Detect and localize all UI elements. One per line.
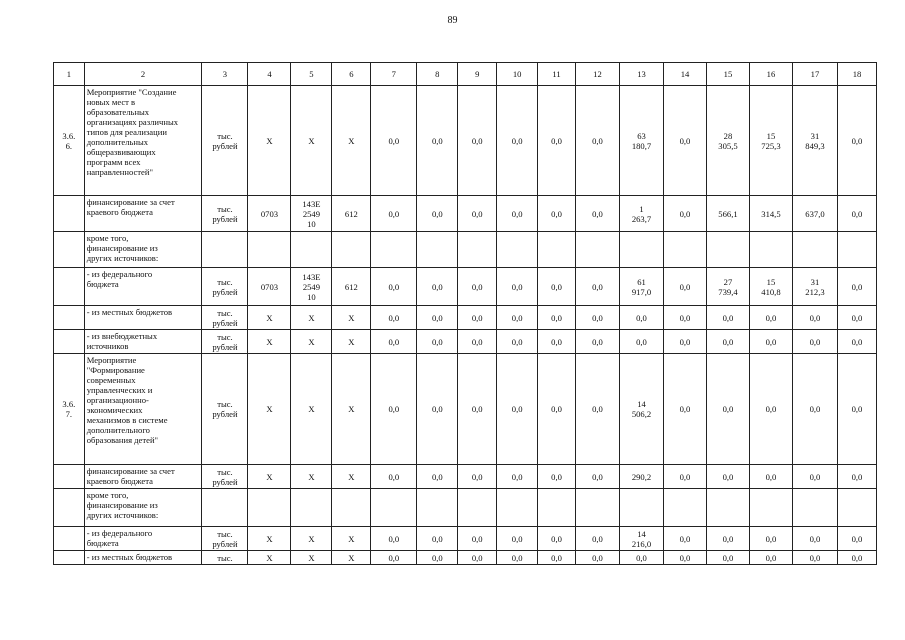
table-cell xyxy=(371,489,417,527)
table-cell xyxy=(792,232,837,268)
table-cell: 14 506,2 xyxy=(619,354,663,465)
table-cell: тыс. рублей xyxy=(202,465,248,489)
table-cell: 0,0 xyxy=(458,551,497,565)
column-header: 16 xyxy=(749,63,792,86)
table-cell: Х xyxy=(248,86,291,196)
table-cell: 0,0 xyxy=(417,196,458,232)
column-header: 15 xyxy=(706,63,749,86)
column-header: 12 xyxy=(575,63,619,86)
table-cell: Х xyxy=(248,330,291,354)
column-header: 14 xyxy=(664,63,707,86)
table-cell: 0,0 xyxy=(417,268,458,306)
table-cell: 0,0 xyxy=(417,354,458,465)
table-cell: 0,0 xyxy=(371,330,417,354)
table-cell: 0,0 xyxy=(664,354,707,465)
table-cell: 0,0 xyxy=(749,306,792,330)
table-row xyxy=(54,465,877,489)
table-cell: 31 212,3 xyxy=(792,268,837,306)
table-cell: 0,0 xyxy=(706,465,749,489)
table-cell xyxy=(332,489,371,527)
table-cell xyxy=(664,232,707,268)
table-cell: 0,0 xyxy=(664,268,707,306)
table-cell xyxy=(248,489,291,527)
table-cell xyxy=(706,232,749,268)
table-cell xyxy=(417,232,458,268)
table-cell: 637,0 xyxy=(792,196,837,232)
table-cell: 0,0 xyxy=(417,551,458,565)
table-cell: 0,0 xyxy=(371,551,417,565)
table-cell: 0,0 xyxy=(458,86,497,196)
table-cell xyxy=(619,232,663,268)
row-number-cell: 3.6. 6. xyxy=(54,86,85,196)
table-cell xyxy=(837,489,876,527)
column-header: 3 xyxy=(202,63,248,86)
table-cell xyxy=(202,489,248,527)
table-cell: 0,0 xyxy=(706,306,749,330)
table-cell xyxy=(291,232,332,268)
table-cell: 15 725,3 xyxy=(749,86,792,196)
table-cell: Х xyxy=(248,527,291,551)
table-cell xyxy=(575,232,619,268)
table-cell: 0,0 xyxy=(837,354,876,465)
table-cell: 0,0 xyxy=(371,465,417,489)
table-cell: 0,0 xyxy=(664,196,707,232)
table-cell: 0,0 xyxy=(458,306,497,330)
table-cell: 0,0 xyxy=(706,330,749,354)
table-cell: 0,0 xyxy=(497,527,538,551)
table-cell xyxy=(497,489,538,527)
table-cell xyxy=(619,489,663,527)
table-cell: 0,0 xyxy=(575,268,619,306)
column-header: 7 xyxy=(371,63,417,86)
table-cell: 612 xyxy=(332,268,371,306)
table-cell: 0,0 xyxy=(575,86,619,196)
row-name-cell: финансирование за счет краевого бюджета xyxy=(84,196,202,232)
table-cell: 0,0 xyxy=(371,354,417,465)
table-cell: тыс. рублей xyxy=(202,196,248,232)
row-number-cell xyxy=(54,268,85,306)
table-cell: Х xyxy=(291,527,332,551)
table-cell: 0,0 xyxy=(538,86,576,196)
table-cell: 0,0 xyxy=(837,196,876,232)
table-row xyxy=(54,354,877,465)
row-number-cell: 3.6. 7. xyxy=(54,354,85,465)
table-cell: 0,0 xyxy=(619,306,663,330)
table-cell: тыс. рублей xyxy=(202,527,248,551)
table-cell xyxy=(792,489,837,527)
table-cell: 0,0 xyxy=(619,551,663,565)
table-cell xyxy=(458,232,497,268)
table-cell: 0,0 xyxy=(749,354,792,465)
table-row xyxy=(54,232,877,268)
table-cell: 0,0 xyxy=(792,527,837,551)
column-header: 18 xyxy=(837,63,876,86)
table-cell xyxy=(202,232,248,268)
table-cell: 0,0 xyxy=(497,268,538,306)
table-cell: 0,0 xyxy=(458,354,497,465)
table-cell xyxy=(538,489,576,527)
table-cell: 0,0 xyxy=(792,465,837,489)
table-cell: 0,0 xyxy=(619,330,663,354)
table-cell: 0,0 xyxy=(497,196,538,232)
table-cell: 0,0 xyxy=(749,551,792,565)
table-cell: 566,1 xyxy=(706,196,749,232)
table-cell: Х xyxy=(248,465,291,489)
table-cell: 0,0 xyxy=(837,268,876,306)
table-cell xyxy=(458,489,497,527)
column-header: 9 xyxy=(458,63,497,86)
table-cell xyxy=(749,489,792,527)
table-cell: 143Е 2549 10 xyxy=(291,196,332,232)
column-header: 1 xyxy=(54,63,85,86)
table-cell: 0,0 xyxy=(664,465,707,489)
table-cell: 0,0 xyxy=(837,330,876,354)
table-cell: Х xyxy=(332,551,371,565)
table-cell: Х xyxy=(248,306,291,330)
table-cell: 314,5 xyxy=(749,196,792,232)
row-number-cell xyxy=(54,489,85,527)
table-cell: 0,0 xyxy=(837,527,876,551)
column-header: 8 xyxy=(417,63,458,86)
table-cell: 0,0 xyxy=(749,465,792,489)
table-cell: 0,0 xyxy=(575,465,619,489)
table-cell: Х xyxy=(291,86,332,196)
table-cell xyxy=(575,489,619,527)
table-cell: 0,0 xyxy=(538,465,576,489)
table-cell: 0,0 xyxy=(458,196,497,232)
table-cell: 15 410,8 xyxy=(749,268,792,306)
column-header: 10 xyxy=(497,63,538,86)
table-row xyxy=(54,196,877,232)
table-cell: 0,0 xyxy=(749,527,792,551)
table-cell: Х xyxy=(332,354,371,465)
row-name-cell: - из федерального бюджета xyxy=(84,268,202,306)
table-cell: 0,0 xyxy=(497,551,538,565)
table-cell: 0,0 xyxy=(538,306,576,330)
table-cell: Х xyxy=(332,330,371,354)
table-cell: Х xyxy=(332,527,371,551)
table-cell: 143Е 2549 10 xyxy=(291,268,332,306)
table-cell: 0,0 xyxy=(664,86,707,196)
table-cell: 27 739,4 xyxy=(706,268,749,306)
table-cell: 0,0 xyxy=(538,551,576,565)
table-cell: 0,0 xyxy=(575,196,619,232)
row-number-cell xyxy=(54,551,85,565)
table-cell: тыс. рублей xyxy=(202,354,248,465)
table-cell: 0,0 xyxy=(458,527,497,551)
table-cell: 0,0 xyxy=(575,306,619,330)
table-cell: Х xyxy=(248,354,291,465)
table-cell: 0,0 xyxy=(497,330,538,354)
table-cell: 0,0 xyxy=(538,354,576,465)
table-cell xyxy=(248,232,291,268)
table-cell: Х xyxy=(332,306,371,330)
table-cell: Х xyxy=(248,551,291,565)
table-cell xyxy=(664,489,707,527)
table-row xyxy=(54,551,877,565)
table-cell: 0,0 xyxy=(706,551,749,565)
table-cell: 63 180,7 xyxy=(619,86,663,196)
table-cell: 0,0 xyxy=(575,330,619,354)
table-cell: 0,0 xyxy=(371,268,417,306)
column-header: 17 xyxy=(792,63,837,86)
table-cell: 14 216,0 xyxy=(619,527,663,551)
table-cell: Х xyxy=(291,330,332,354)
table-row xyxy=(54,330,877,354)
table-cell: 0,0 xyxy=(417,86,458,196)
table-cell xyxy=(749,232,792,268)
table-cell: 0,0 xyxy=(497,354,538,465)
table-cell: Х xyxy=(332,465,371,489)
table-cell: тыс. рублей xyxy=(202,268,248,306)
header-row xyxy=(54,63,877,86)
table-row xyxy=(54,527,877,551)
table-row xyxy=(54,489,877,527)
table-cell: 0,0 xyxy=(371,306,417,330)
table-row xyxy=(54,268,877,306)
table-cell: 0,0 xyxy=(458,330,497,354)
table-cell: 0,0 xyxy=(417,465,458,489)
table-cell: 61 917,0 xyxy=(619,268,663,306)
table-cell xyxy=(497,232,538,268)
table-cell: 0,0 xyxy=(837,551,876,565)
table-row xyxy=(54,306,877,330)
table-cell: 0,0 xyxy=(749,330,792,354)
table-cell: 0,0 xyxy=(575,527,619,551)
row-number-cell xyxy=(54,465,85,489)
table-cell: Х xyxy=(291,306,332,330)
row-name-cell: - из внебюджетных источников xyxy=(84,330,202,354)
table-cell: Х xyxy=(332,86,371,196)
table-cell xyxy=(371,232,417,268)
table-cell: 0,0 xyxy=(371,196,417,232)
table-cell: 0,0 xyxy=(417,527,458,551)
table-cell: тыс. xyxy=(202,551,248,565)
table-cell xyxy=(332,232,371,268)
table-cell xyxy=(706,489,749,527)
column-header: 13 xyxy=(619,63,663,86)
row-name-cell: - из местных бюджетов xyxy=(84,551,202,565)
column-header: 4 xyxy=(248,63,291,86)
column-header: 6 xyxy=(332,63,371,86)
table-cell: 290,2 xyxy=(619,465,663,489)
row-number-cell xyxy=(54,330,85,354)
row-name-cell: - из федерального бюджета xyxy=(84,527,202,551)
table-cell xyxy=(291,489,332,527)
table-cell: 0,0 xyxy=(458,268,497,306)
table-cell xyxy=(417,489,458,527)
table-cell: 0,0 xyxy=(371,86,417,196)
table-cell: 0,0 xyxy=(458,465,497,489)
row-number-cell xyxy=(54,196,85,232)
table-cell: 0,0 xyxy=(538,330,576,354)
table-row xyxy=(54,86,877,196)
table-cell: 0,0 xyxy=(664,330,707,354)
row-name-cell: Мероприятие "Формирование современных управленческих и организационно- экономических механизмов в системе дополнительного образования детей" xyxy=(84,354,202,465)
table-cell: тыс. рублей xyxy=(202,330,248,354)
table-cell: Х xyxy=(291,465,332,489)
column-header: 11 xyxy=(538,63,576,86)
table-cell: 31 849,3 xyxy=(792,86,837,196)
row-name-cell: кроме того, финансирование из других источников: xyxy=(84,232,202,268)
table-cell: 0,0 xyxy=(792,354,837,465)
page-number: 89 xyxy=(447,15,458,26)
table-cell: 0,0 xyxy=(664,527,707,551)
table-cell: 0,0 xyxy=(538,268,576,306)
table-cell: тыс. рублей xyxy=(202,86,248,196)
table-cell xyxy=(837,232,876,268)
table-cell: Х xyxy=(291,354,332,465)
table-cell: 0,0 xyxy=(497,86,538,196)
table-cell: 0,0 xyxy=(497,306,538,330)
budget-table xyxy=(53,62,877,565)
table-cell: 0,0 xyxy=(792,551,837,565)
table-cell: 0703 xyxy=(248,196,291,232)
row-number-cell xyxy=(54,306,85,330)
table-cell: 0,0 xyxy=(575,551,619,565)
table-cell: 0,0 xyxy=(837,465,876,489)
table-cell: тыс. рублей xyxy=(202,306,248,330)
row-name-cell: кроме того, финансирование из других источников: xyxy=(84,489,202,527)
table-cell: 0,0 xyxy=(837,306,876,330)
table-cell xyxy=(538,232,576,268)
table-cell: 0,0 xyxy=(664,551,707,565)
row-name-cell: Мероприятие "Создание новых мест в образовательных организациях различных типов для реализации дополнительных общеразвивающих программ всех направленностей" xyxy=(84,86,202,196)
table-cell: 0,0 xyxy=(371,527,417,551)
table-cell: 0,0 xyxy=(664,306,707,330)
table-cell: 1 263,7 xyxy=(619,196,663,232)
table-cell: Х xyxy=(291,551,332,565)
table-cell: 0,0 xyxy=(538,196,576,232)
table-cell: 0,0 xyxy=(417,306,458,330)
table-cell: 28 305,5 xyxy=(706,86,749,196)
column-header: 2 xyxy=(84,63,202,86)
table-cell: 0,0 xyxy=(575,354,619,465)
table-cell: 0,0 xyxy=(497,465,538,489)
table-cell: 0,0 xyxy=(538,527,576,551)
table-cell: 0703 xyxy=(248,268,291,306)
table-cell: 612 xyxy=(332,196,371,232)
table-cell: 0,0 xyxy=(792,306,837,330)
table-cell: 0,0 xyxy=(417,330,458,354)
table-cell: 0,0 xyxy=(837,86,876,196)
table-cell: 0,0 xyxy=(792,330,837,354)
row-number-cell xyxy=(54,232,85,268)
row-name-cell: - из местных бюджетов xyxy=(84,306,202,330)
row-name-cell: финансирование за счет краевого бюджета xyxy=(84,465,202,489)
table-cell: 0,0 xyxy=(706,354,749,465)
column-header: 5 xyxy=(291,63,332,86)
table-cell: 0,0 xyxy=(706,527,749,551)
row-number-cell xyxy=(54,527,85,551)
